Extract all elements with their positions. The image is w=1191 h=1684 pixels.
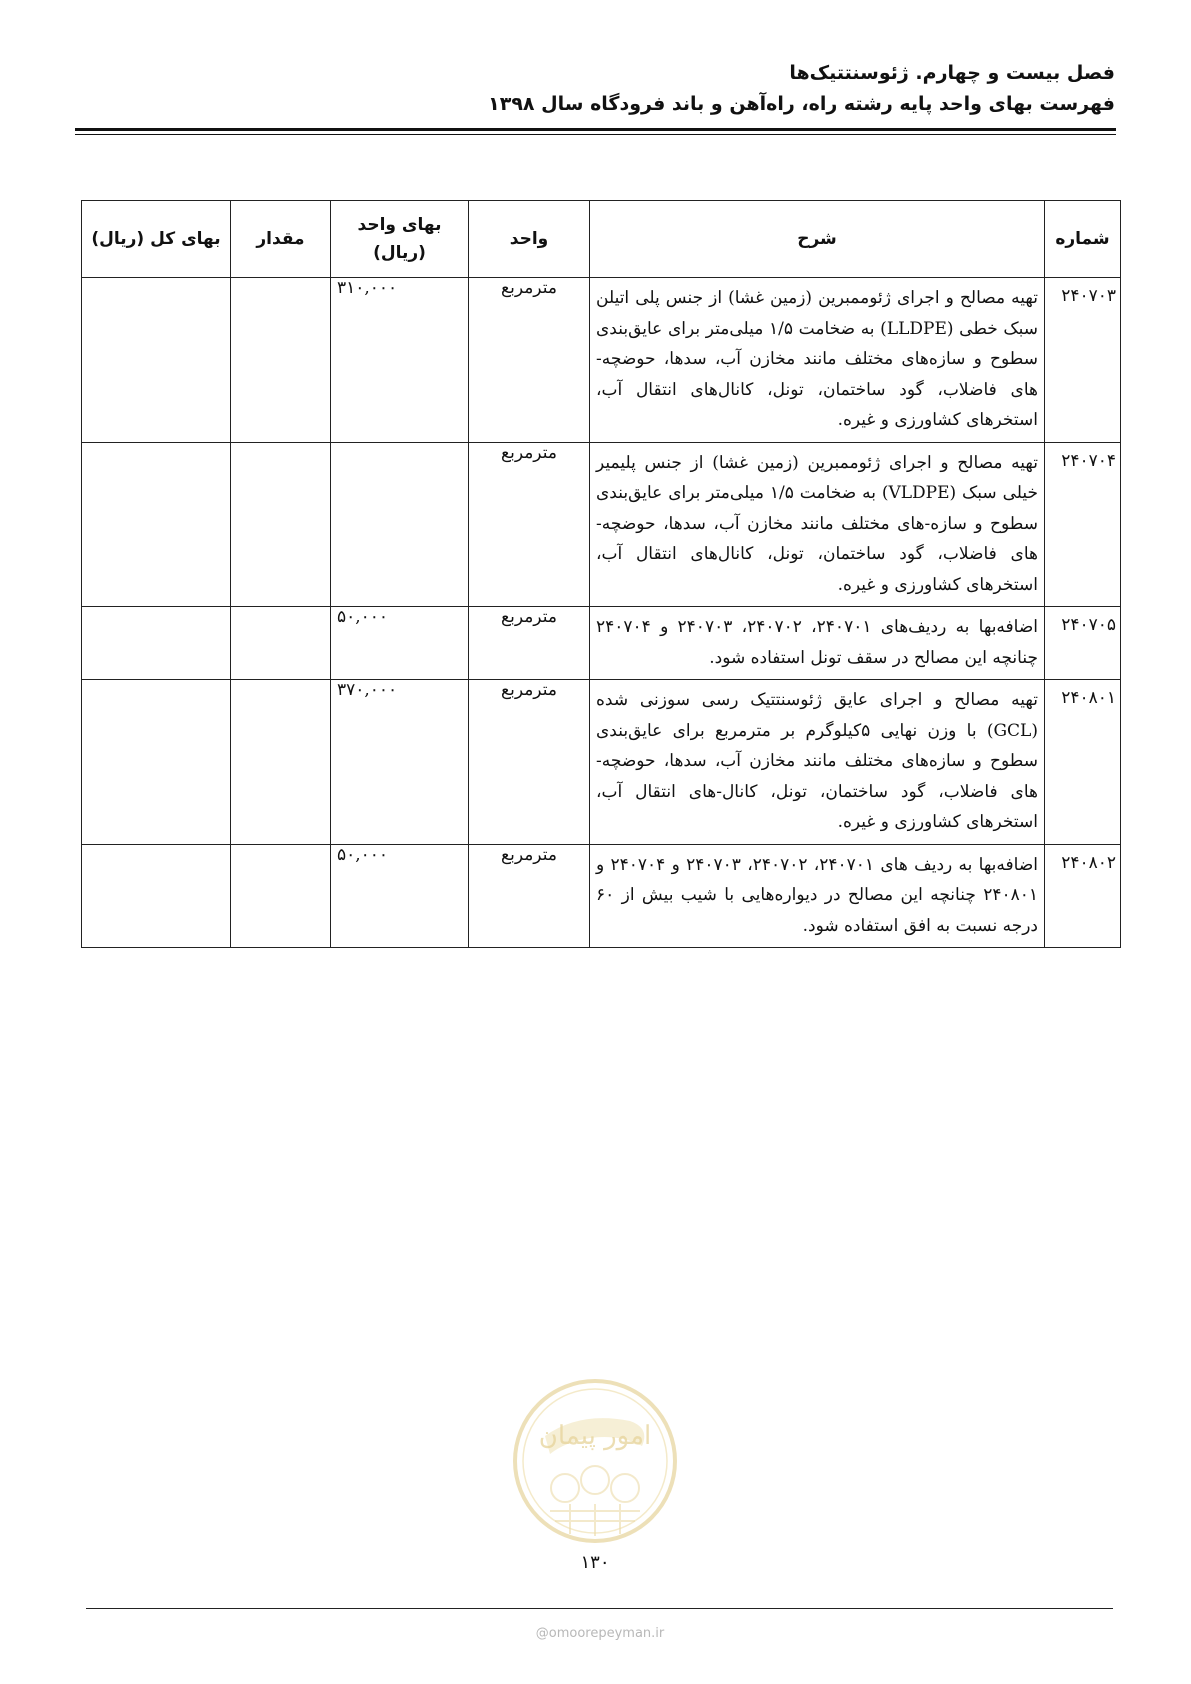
row-unit: مترمربع [469,607,590,680]
table-row [82,442,1121,607]
row-total-price [82,844,231,948]
table-row [82,278,1121,443]
row-unit: مترمربع [469,278,590,443]
row-total-price [82,442,231,607]
chapter-title: فصل بیست و چهارم. ژئوسنتتیک‌ها [789,62,1115,84]
row-quantity [231,278,331,443]
price-list-table [81,200,1121,948]
row-description: اضافه‌بها به ردیف‌های ۲۴۰۷۰۱، ۲۴۰۷۰۲، ۲۴۰۷۰۳ و ۲۴۰۷۰۴ چنانچه این مصالح در سقف تونل استفاده شود. [590,607,1045,680]
row-unit: مترمربع [469,442,590,607]
header-total-price: بهای کل (ریال) [82,201,231,278]
website-watermark: @omoorepeyman.ir [535,1626,665,1641]
row-number: ۲۴۰۷۰۴ [1045,442,1121,607]
header-quantity: مقدار [231,201,331,278]
footer-rule [86,1608,1113,1609]
header-rule-thin [75,134,1116,135]
row-number: ۲۴۰۸۰۲ [1045,844,1121,948]
row-quantity [231,844,331,948]
header-number: شماره [1045,201,1121,278]
row-number: ۲۴۰۷۰۵ [1045,607,1121,680]
table-row [82,607,1121,680]
table-row [82,844,1121,948]
page-header [75,58,1115,120]
row-total-price [82,680,231,845]
row-description: تهیه مصالح و اجرای ژئوممبرین (زمین غشا) از جنس پلی اتیلن سبک خطی (LLDPE) به ضخامت ۱/۵ میلی‌متر برای عایق‌بندی سطوح و سازه‌های مختلف مانند مخازن آب، سدها، حوضچه‌-های فاضلاب، گود ساختمان، تونل، کانال‌های انتقال آب، استخرهای کشاورزی و غیره. [590,278,1045,443]
row-unit-price: ۳۱۰,۰۰۰ [331,278,469,443]
row-number: ۲۴۰۷۰۳ [1045,278,1121,443]
row-unit: مترمربع [469,680,590,845]
row-quantity [231,607,331,680]
header-unit-price: بهای واحد (ریال) [331,201,469,278]
row-unit-price: ۳۷۰,۰۰۰ [331,680,469,845]
row-description: تهیه مصالح و اجرای عایق ژئوسنتتیک رسی سوزنی شده (GCL) با وزن نهایی ۵کیلوگرم بر مترمربع برای عایق‌بندی سطوح و سازه‌های مختلف مانند مخازن آب، سدها، حوضچه‌-های فاضلاب، گود ساختمان، تونل، کانال‌-های انتقال آب، استخرهای کشاورزی و غیره. [590,680,1045,845]
row-total-price [82,607,231,680]
row-quantity [231,442,331,607]
watermark-text: امور پیمان [538,1421,652,1451]
row-description: تهیه مصالح و اجرای ژئوممبرین (زمین غشا) از جنس پلیمیر خیلی سبک (VLDPE) به ضخامت ۱/۵ میلی‌متر برای عایق‌بندی سطوح و سازه‌-های مختلف مانند مخازن آب، سدها، حوضچه‌-های فاضلاب، گود ساختمان، تونل، کانال‌های انتقال آب، استخرهای کشاورزی و غیره. [590,442,1045,607]
document-title: فهرست بهای واحد پایه رشته راه، راه‌آهن و باند فرودگاه سال ۱۳۹۸ [488,93,1115,115]
row-number: ۲۴۰۸۰۱ [1045,680,1121,845]
header-description: شرح [590,201,1045,278]
row-total-price [82,278,231,443]
row-unit-price [331,442,469,607]
page-number: ۱۳۰ [580,1552,610,1573]
row-unit-price: ۵۰,۰۰۰ [331,844,469,948]
row-description: اضافه‌بها به ردیف های ۲۴۰۷۰۱، ۲۴۰۷۰۲، ۲۴۰۷۰۳ و ۲۴۰۷۰۴ و ۲۴۰۸۰۱ چنانچه این مصالح در دیواره‌هایی با شیب بیش از ۶۰ درجه نسبت به افق استفاده شود. [590,844,1045,948]
table-header-row [82,201,1121,278]
row-unit-price: ۵۰,۰۰۰ [331,607,469,680]
row-quantity [231,680,331,845]
table-row [82,680,1121,845]
header-rule-thick [75,128,1116,131]
watermark-logo-icon [510,1376,680,1546]
row-unit: مترمربع [469,844,590,948]
header-unit: واحد [469,201,590,278]
